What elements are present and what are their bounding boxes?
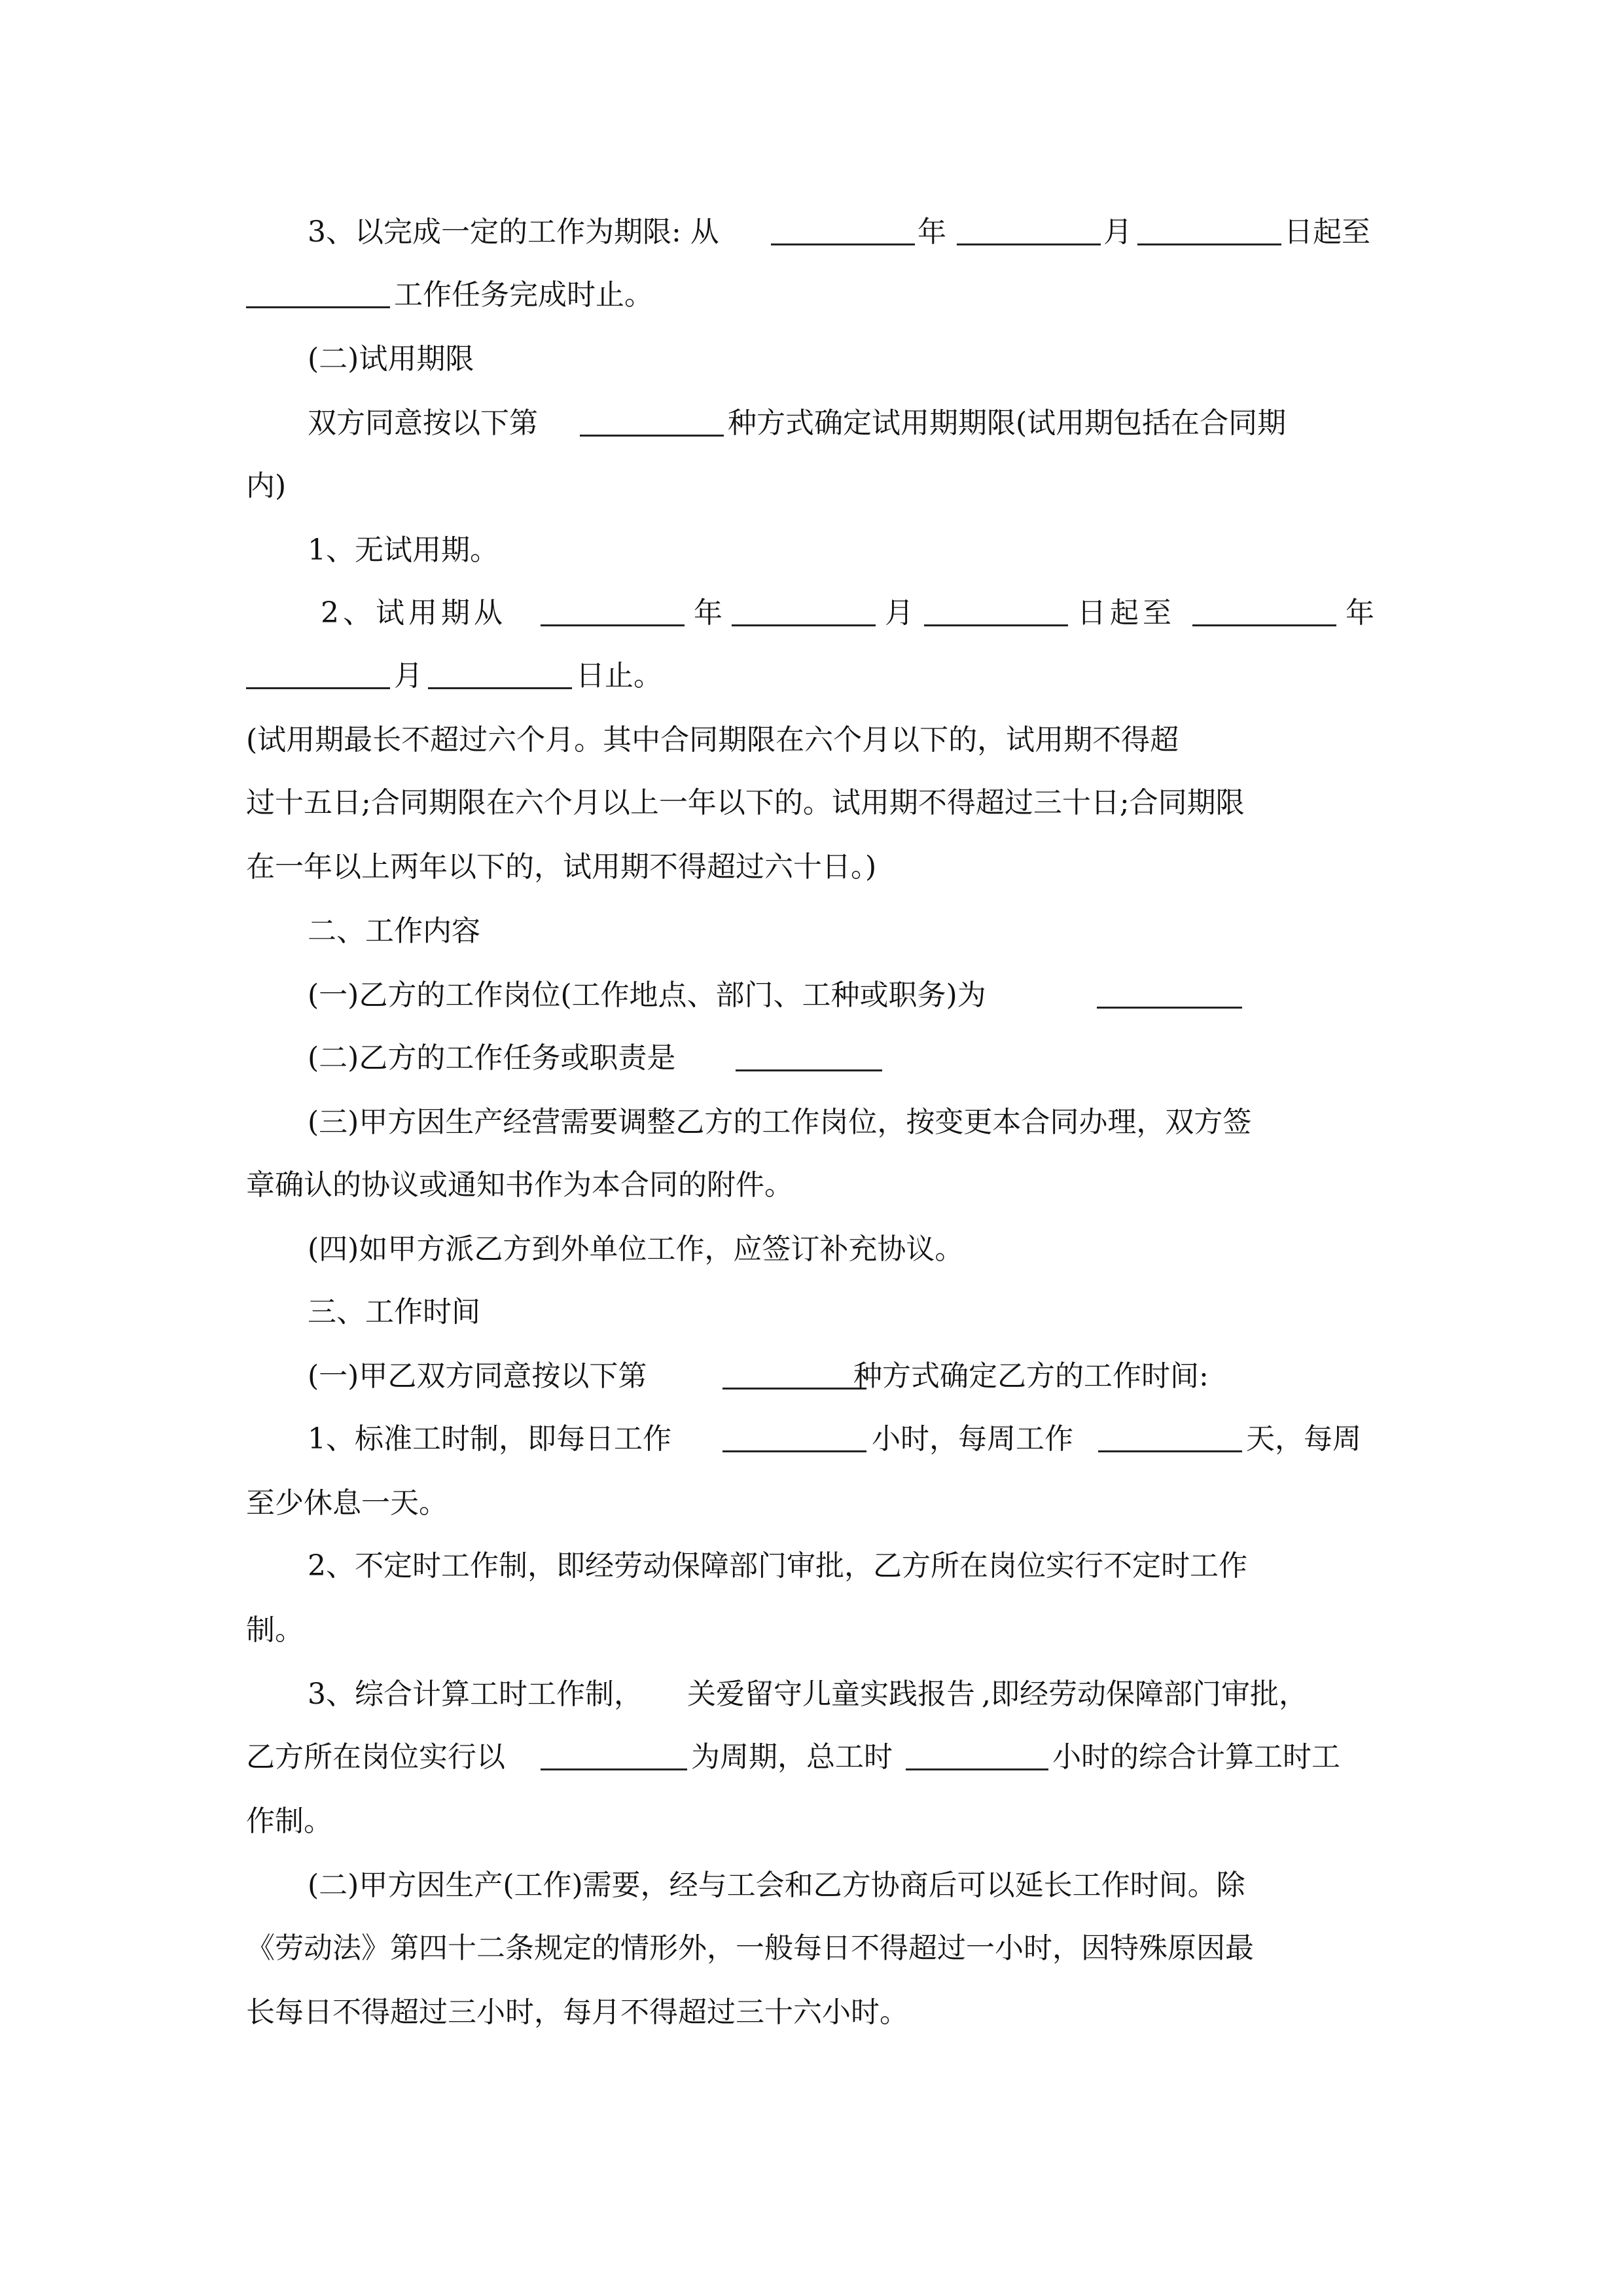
option-comprehensive-end: 小时的综合计算工时工: [1052, 1740, 1340, 1774]
blank-probation-end-year[interactable]: [1192, 624, 1336, 626]
clause-work-duties: (二)乙方的工作任务或职责是: [308, 1041, 676, 1075]
blank-method-field[interactable]: [580, 435, 724, 437]
month-label: 月: [394, 659, 423, 692]
blank-probation-start-year[interactable]: [541, 624, 685, 626]
blank-work-time-method[interactable]: [722, 1388, 866, 1390]
blank-probation-end-day[interactable]: [428, 687, 572, 689]
option-comprehensive-last: 作制。: [246, 1804, 332, 1838]
clause-work-time-method: (一)甲乙双方同意按以下第: [308, 1359, 647, 1393]
paragraph-probation-method-end: 内): [246, 469, 287, 503]
option-flexible-hours-line2: 制。: [246, 1613, 304, 1647]
blank-month-field[interactable]: [957, 243, 1101, 245]
option-no-probation: 1、无试用期。: [308, 533, 499, 567]
blank-probation-start-day[interactable]: [924, 624, 1068, 626]
clause-overtime-line3: 长每日不得超过三小时，每月不得超过三十六小时。: [246, 1996, 908, 2029]
month-label: 月: [885, 596, 914, 630]
clause-external-work: (四)如甲方派乙方到外单位工作，应签订补充协议。: [308, 1232, 964, 1266]
clause-work-post: (一)乙方的工作岗位(工作地点、部门、工种或职务)为: [308, 978, 986, 1012]
inserted-report-title: 关爱留守儿童实践报告: [687, 1677, 975, 1711]
clause-overtime-line2: 《劳动法》第四十二条规定的情形外，一般每日不得超过一小时，因特殊原因最: [246, 1931, 1254, 1965]
year-label: 年: [694, 596, 722, 630]
note-probation-line1: (试用期最长不超过六个月。其中合同期限在六个月以下的，试用期不得超: [246, 723, 1179, 757]
blank-daily-hours[interactable]: [722, 1450, 866, 1452]
option-probation-period: 2、试用期从: [321, 596, 507, 630]
option-comprehensive-total: 为周期，总工时: [691, 1740, 893, 1774]
year-label: 年: [918, 215, 946, 249]
paragraph-probation-method-cont: 种方式确定试用期期限(试用期包括在合同期: [728, 406, 1287, 440]
paragraph-task-end: 工作任务完成时止。: [394, 278, 653, 312]
clause-work-time-method-cont: 种方式确定乙方的工作时间:: [853, 1359, 1209, 1393]
paragraph-term-completion: 3、以完成一定的工作为期限: 从: [308, 215, 719, 249]
blank-probation-end-month[interactable]: [246, 687, 390, 689]
clause-post-adjust-line1: (三)甲方因生产经营需要调整乙方的工作岗位，按变更本合同办理，双方签: [308, 1105, 1252, 1139]
clause-post-adjust-line2: 章确认的协议或通知书作为本合同的附件。: [246, 1168, 793, 1202]
blank-work-post[interactable]: [1097, 1007, 1242, 1009]
day-start-label: 日起至: [1077, 596, 1175, 630]
blank-cycle-period[interactable]: [541, 1768, 687, 1770]
option-standard-hours-cont: 小时，每周工作: [872, 1422, 1073, 1456]
clause-overtime-line1: (二)甲方因生产(工作)需要，经与工会和乙方协商后可以延长工作时间。除: [308, 1869, 1245, 1902]
option-standard-hours-end: 天，每周: [1246, 1422, 1361, 1456]
blank-total-hours[interactable]: [906, 1768, 1048, 1770]
option-comprehensive-hours-cont: ,即经劳动保障部门审批，: [982, 1677, 1308, 1711]
day-end-label: 日止。: [576, 659, 662, 692]
option-flexible-hours-line1: 2、不定时工作制，即经劳动保障部门审批，乙方所在岗位实行不定时工作: [308, 1549, 1247, 1583]
option-comprehensive-period: 乙方所在岗位实行以: [246, 1740, 505, 1774]
heading-work-time: 三、工作时间: [308, 1295, 480, 1329]
option-standard-hours-rest: 至少休息一天。: [246, 1486, 448, 1520]
heading-work-content: 二、工作内容: [308, 914, 480, 948]
blank-work-duties[interactable]: [736, 1069, 882, 1071]
blank-year-field[interactable]: [771, 243, 915, 245]
blank-task-field[interactable]: [246, 306, 390, 308]
day-start-label: 日起至: [1284, 215, 1370, 249]
month-label: 月: [1103, 215, 1132, 249]
paragraph-probation-method: 双方同意按以下第: [308, 406, 538, 440]
note-probation-line2: 过十五日;合同期限在六个月以上一年以下的。试用期不得超过三十日;合同期限: [246, 786, 1245, 819]
option-standard-hours: 1、标准工时制，即每日工作: [308, 1422, 671, 1456]
blank-weekly-days[interactable]: [1098, 1450, 1242, 1452]
year-label: 年: [1346, 596, 1374, 630]
note-probation-line3: 在一年以上两年以下的，试用期不得超过六十日。): [246, 850, 877, 884]
option-comprehensive-hours: 3、综合计算工时工作制，: [308, 1677, 643, 1711]
heading-probation: (二)试用期限: [308, 342, 474, 376]
blank-probation-start-month[interactable]: [732, 624, 876, 626]
blank-day-field[interactable]: [1137, 243, 1281, 245]
